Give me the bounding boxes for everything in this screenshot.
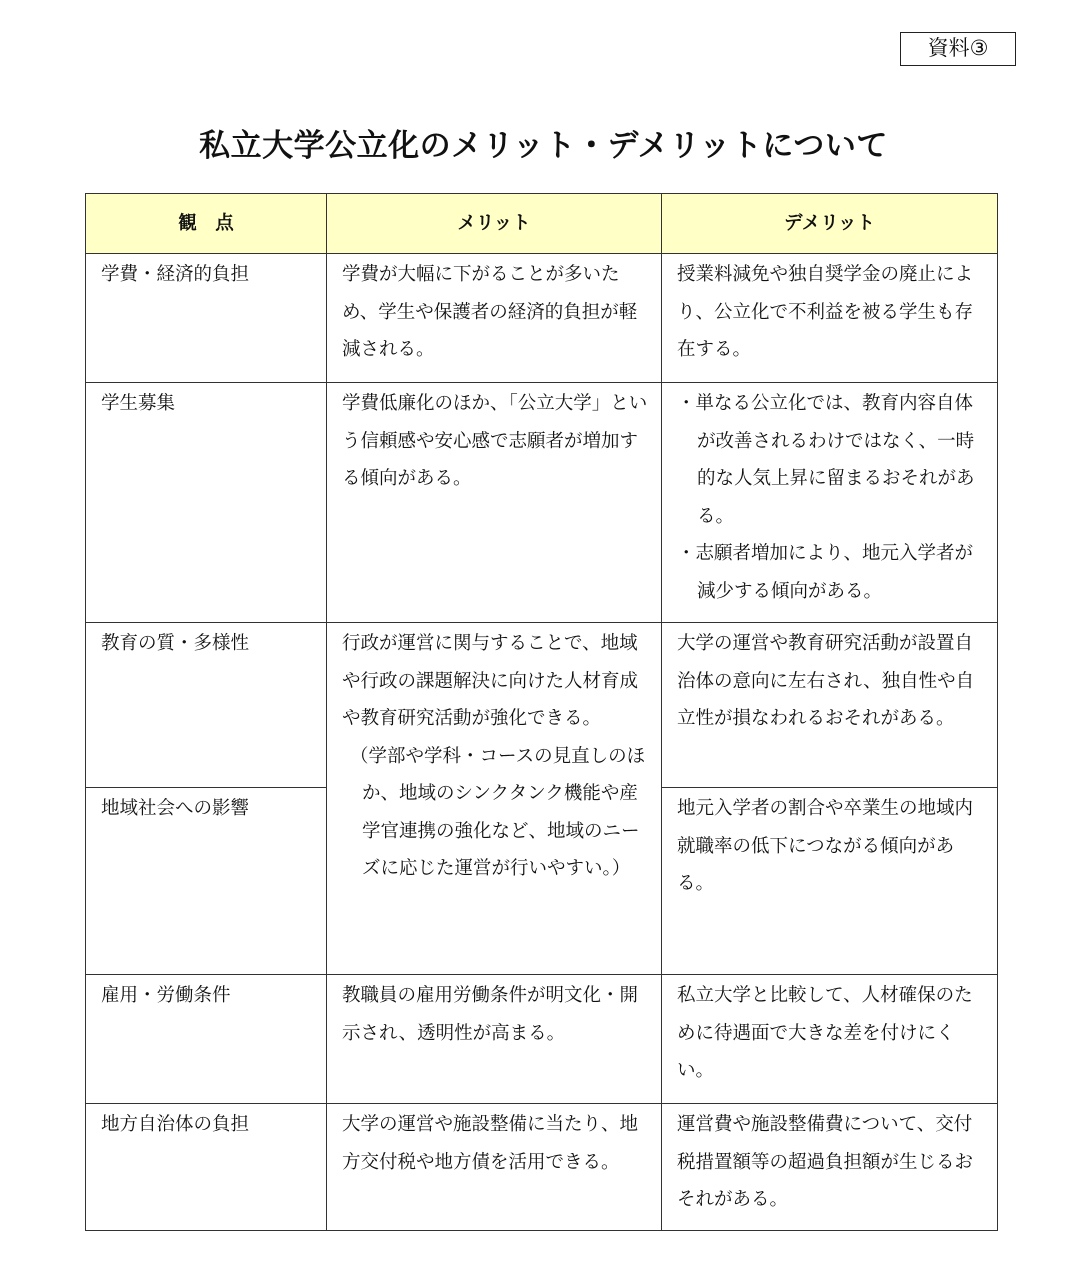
table-row (86, 1104, 998, 1231)
header-demerit: デメリット (662, 194, 998, 254)
page-title: 私立大学公立化のメリット・デメリットについて (199, 128, 888, 164)
demerit-cell: 大学の運営や教育研究活動が設置自治体の意向に左右され、独自性や自立性が損なわれるおそれがある。 (662, 623, 998, 788)
viewpoint-cell: 学生募集 (86, 383, 327, 623)
merit-cell (327, 623, 662, 975)
viewpoint-cell: 学費・経済的負担 (86, 254, 327, 383)
demerit-cell (662, 383, 998, 623)
table-row (86, 975, 998, 1104)
viewpoint-cell: 雇用・労働条件 (86, 975, 327, 1104)
merit-cell: 学費が大幅に下がることが多いため、学生や保護者の経済的負担が軽減される。 (327, 254, 662, 383)
table-row (86, 254, 998, 383)
merit-cell: 学費低廉化のほか、「公立大学」という信頼感や安心感で志願者が増加する傾向がある。 (327, 383, 662, 623)
table-header-row (86, 194, 998, 254)
viewpoint-cell: 教育の質・多様性 (86, 623, 327, 788)
table-row (86, 623, 998, 788)
demerit-cell: 私立大学と比較して、人材確保のために待遇面で大きな差を付けにくい。 (662, 975, 998, 1104)
merit-text: 行政が運営に関与することで、地域や行政の課題解決に向けた人材育成や教育研究活動が強化できる。 (342, 633, 639, 729)
merit-note: （学部や学科・コースの見直しのほか、地域のシンクタンク機能や産学官連携の強化など、地域のニーズに応じた運営が行いやすい。） (350, 745, 646, 879)
demerit-cell: 地元入学者の割合や卒業生の地域内就職率の低下につながる傾向がある。 (662, 788, 998, 975)
header-viewpoint: 観 点 (86, 194, 327, 254)
demerit-bullet: ・志願者増加により、地元入学者が減少する傾向がある。 (677, 543, 974, 602)
header-merit: メリット (327, 194, 662, 254)
merit-cell: 大学の運営や施設整備に当たり、地方交付税や地方債を活用できる。 (327, 1104, 662, 1231)
demerit-bullet: ・単なる公立化では、教育内容自体が改善されるわけではなく、一時的な人気上昇に留まるおそれがある。 (677, 393, 975, 527)
demerit-cell: 授業料減免や独自奨学金の廃止により、公立化で不利益を被る学生も存在する。 (662, 254, 998, 383)
viewpoint-cell: 地方自治体の負担 (86, 1104, 327, 1231)
viewpoint-cell: 地域社会への影響 (86, 788, 327, 975)
document-label: 資料③ (900, 32, 1016, 66)
table-row (86, 383, 998, 623)
demerit-cell: 運営費や施設整備費について、交付税措置額等の超過負担額が生じるおそれがある。 (662, 1104, 998, 1231)
comparison-table (85, 193, 998, 1231)
merit-cell: 教職員の雇用労働条件が明文化・開示され、透明性が高まる。 (327, 975, 662, 1104)
